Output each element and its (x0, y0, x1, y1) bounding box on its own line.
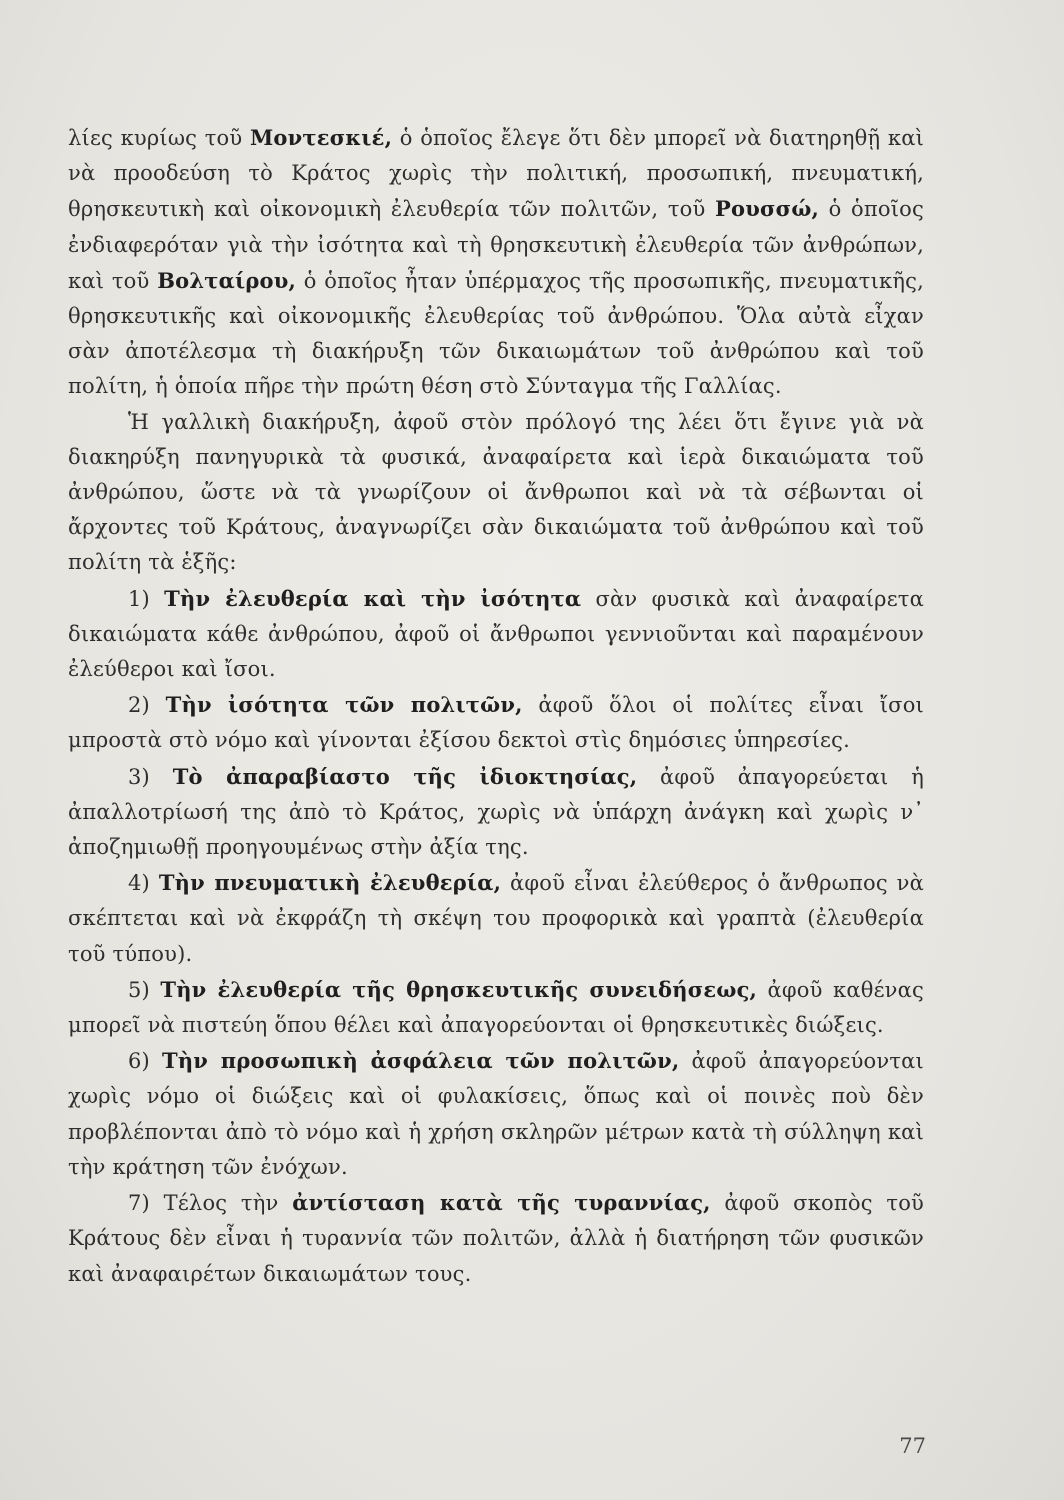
text-run: ἀφοῦ ἀπαγορεύεται ἡ ἀπαλλοτρίωσή της ἀπὸ τὸ Κράτος, χωρὶς νὰ ὑπάρχη ἀνάγκη καὶ χωρὶς ν᾽ ἀποζημιωθῇ προηγουμένως στὴν ἀξία της. (68, 764, 924, 860)
text-run: ἀφοῦ ἀπαγορεύονται χωρὶς νόμο οἱ διώξεις καὶ οἱ φυλακίσεις, ὅπως καὶ οἱ ποινὲς ποὺ δὲν προβλέπονται ἀπὸ τὸ νόμο καὶ ἡ χρήση σκληρῶν μέτρων κατὰ τὴ σύλληψη καὶ τὴν κράτηση τῶν ἐνόχων. (68, 1049, 924, 1179)
emphasized-term: Τὴν ἐλευθερία καὶ τὴν ἰσότητα (164, 585, 582, 611)
text-run: 6) (128, 1049, 163, 1074)
paragraph (68, 865, 924, 972)
text-run: ἀφοῦ σκοπὸς τοῦ Κράτους δὲν εἶναι ἡ τυραννία τῶν πολιτῶν, ἀλλὰ ἡ διατήρηση τῶν φυσικῶν καὶ ἀναφαιρέτων δικαιωμάτων τους. (68, 1191, 925, 1286)
emphasized-term: Τὴν ἰσότητα τῶν πολιτῶν, (165, 692, 523, 718)
emphasized-term: Τὴν προσωπικὴ ἀσφάλεια τῶν πολιτῶν, (162, 1048, 680, 1074)
text-run: 2) (128, 693, 166, 718)
paragraph (68, 972, 924, 1043)
paragraph (68, 1043, 924, 1185)
emphasized-term: Ρουσσώ, (715, 196, 820, 222)
page-number: 77 (899, 1434, 926, 1458)
text-run: 1) (128, 586, 165, 611)
emphasized-term: Τὴν ἐλευθερία τῆς θρησκευτικῆς συνειδήσεως, (160, 976, 758, 1002)
text-run: λίες κυρίως τοῦ (68, 126, 250, 150)
emphasized-term: Τὸ ἀπαραβίαστο τῆς ἰδιοκτησίας, (172, 763, 638, 789)
emphasized-term: Τὴν πνευματικὴ ἐλευθερία, (158, 870, 502, 896)
text-run: σὰν φυσικὰ καὶ ἀναφαίρετα δικαιώματα κάθε ἀνθρώπου, ἀφοῦ οἱ ἄνθρωποι γεννιοῦνται καὶ παραμένουν ἐλεύθεροι καὶ ἴσοι. (68, 586, 924, 682)
text-run: ὁ ὁποῖος ἦταν ὑπέρμαχος τῆς προσωπικῆς, πνευματικῆς, θρησκευτικῆς καὶ οἰκονομικῆς ἐλευθερίας τοῦ ἀνθρώπου. Ὅλα αὐτὰ εἶχαν σὰν ἀποτέλεσμα τὴ διακήρυξη τῶν δικαιωμάτων τοῦ ἀνθρώπου καὶ τοῦ πολίτη, ἡ ὁποία πῆρε τὴν πρώτη θέση στὸ Σύνταγμα τῆς Γαλλίας. (68, 268, 924, 399)
text-run: 5) (128, 977, 161, 1002)
text-run: 3) (128, 764, 173, 789)
text-run: Ἡ γαλλικὴ διακήρυξη, ἀφοῦ στὸν πρόλογό της λέει ὅτι ἔγινε γιὰ νὰ διακηρύξη πανηγυρικὰ τὰ φυσικά, ἀναφαίρετα καὶ ἱερὰ δικαιώματα τοῦ ἀνθρώπου, ὥστε νὰ τὰ γνωρίζουν οἱ ἄνθρωποι καὶ νὰ τὰ σέβωνται οἱ ἄρχοντες τοῦ Κράτους, ἀναγνωρίζει σὰν δικαιώματα τοῦ ἀνθρώπου καὶ τοῦ πολίτη τὰ ἑξῆς: (68, 409, 924, 575)
text-run: ὁ ὁποῖος ἔλεγε ὅτι δὲν μπορεῖ νὰ διατηρηθῇ καὶ νὰ προοδεύση τὸ Κράτος χωρὶς τὴν πολιτική, προσωπική, πνευματική, θρησκευτικὴ καὶ οἰκονομικὴ ἐλευθερία τῶν πολιτῶν, τοῦ (68, 126, 925, 222)
emphasized-term: Βολταίρου, (157, 267, 297, 293)
emphasized-term: Μοντεσκιέ, (249, 125, 393, 150)
text-run: ἀφοῦ καθένας μπορεῖ νὰ πιστεύη ὅπου θέλει καὶ ἀπαγορεύονται οἱ θρησκευτικὲς διώξεις. (68, 977, 924, 1038)
paragraph (68, 581, 924, 688)
emphasized-term: ἀντίσταση κατὰ τῆς τυραννίας, (292, 1190, 711, 1216)
paragraph-intro (68, 120, 924, 405)
paragraph (68, 759, 924, 866)
text-run: ἀφοῦ εἶναι ἐλεύθερος ὁ ἄνθρωπος νὰ σκέπτεται καὶ νὰ ἐκφράζη τὴ σκέψη του προφορικὰ καὶ γραπτὰ (ἐλευθερία τοῦ τύπου). (68, 871, 924, 966)
text-run: 4) (128, 871, 159, 896)
paragraph (68, 405, 924, 581)
body-text (68, 120, 924, 1292)
text-run: ὁ ὁποῖος ἐνδιαφερόταν γιὰ τὴν ἰσότητα καὶ τὴ θρησκευτικὴ ἐλευθερία τῶν ἀνθρώπων, καὶ τοῦ (68, 197, 924, 293)
paragraph (68, 1185, 924, 1292)
text-run: 7) Τέλος τὴν (128, 1191, 293, 1216)
paragraph (68, 687, 924, 758)
text-run: ἀφοῦ ὅλοι οἱ πολίτες εἶναι ἴσοι μπροστὰ στὸ νόμο καὶ γίνονται ἐξίσου δεκτοὶ στὶς δημόσιες ὑπηρεσίες. (68, 693, 924, 753)
